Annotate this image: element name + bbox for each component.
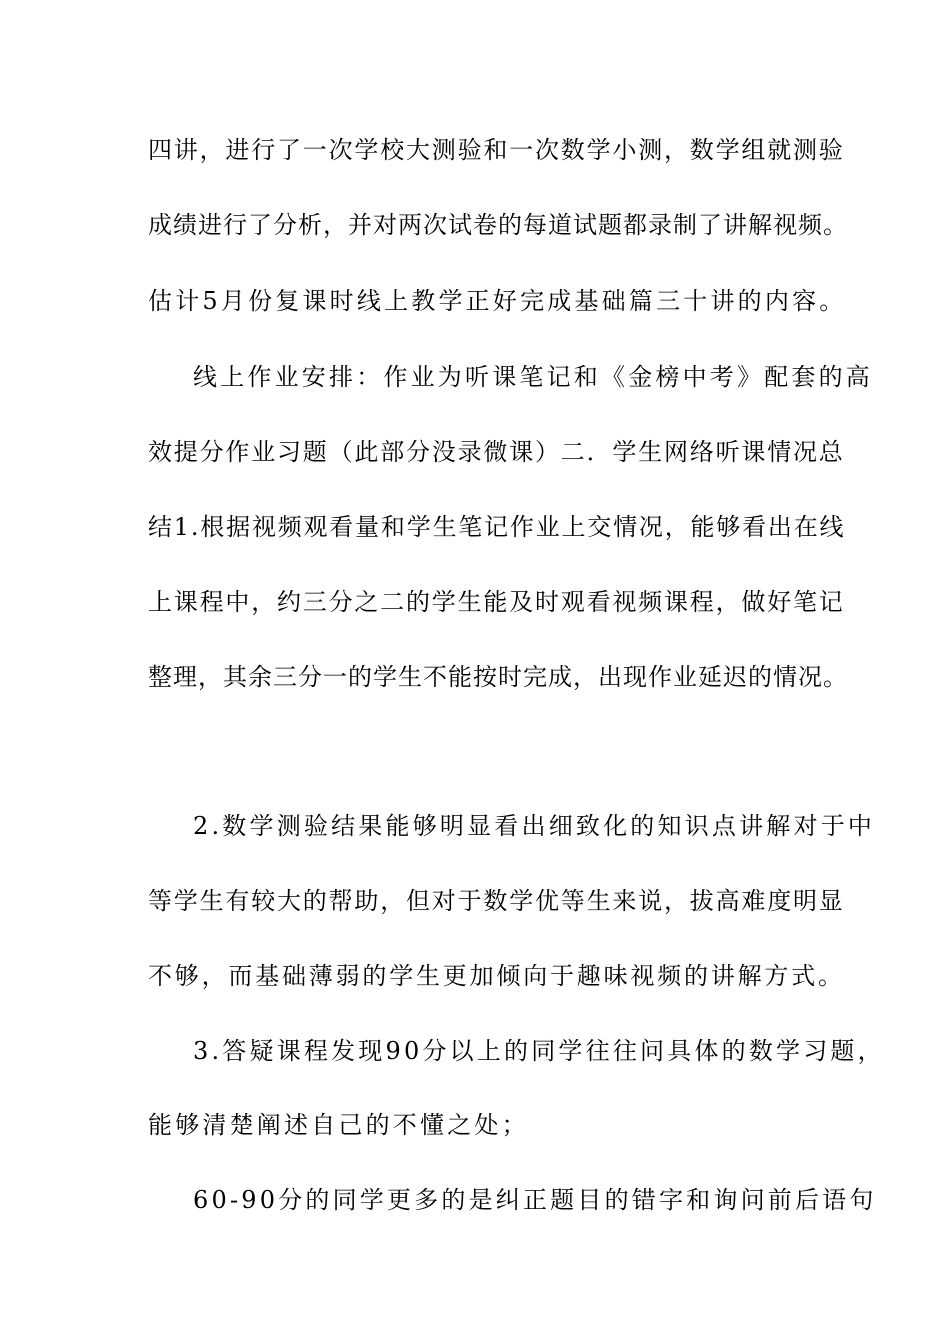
text-line: 四讲，进行了一次学校大测验和一次数学小测，数学组就测验	[148, 136, 845, 164]
text-line: 效提分作业习题（此部分没录微课）二．学生网络听课情况总	[148, 438, 845, 466]
paragraph-first-line: 2.数学测验结果能够明显看出细致化的知识点讲解对于中	[193, 812, 876, 840]
paragraph-first-line: 60-90分的同学更多的是纠正题目的错字和询问前后语句	[193, 1186, 877, 1214]
text-line: 等学生有较大的帮助，但对于数学优等生来说，拔高难度明显	[148, 887, 845, 915]
text-line: 上课程中，约三分之二的学生能及时观看视频课程，做好笔记	[148, 588, 845, 616]
paragraph-first-line: 3.答疑课程发现90分以上的同学往往问具体的数学习题，	[193, 1037, 885, 1065]
paragraph-first-line: 线上作业安排：作业为听课笔记和《金榜中考》配套的高	[193, 363, 873, 391]
text-line: 不够，而基础薄弱的学生更加倾向于趣味视频的讲解方式。	[148, 962, 845, 990]
text-line: 整理，其余三分一的学生不能按时完成，出现作业延迟的情况。	[148, 663, 848, 691]
text-line: 成绩进行了分析，并对两次试卷的每道试题都录制了讲解视频。	[148, 211, 848, 239]
text-line: 估计5月份复课时线上教学正好完成基础篇三十讲的内容。	[148, 287, 847, 315]
text-line: 能够清楚阐述自己的不懂之处；	[148, 1111, 529, 1139]
text-line: 结1.根据视频观看量和学生笔记作业上交情况，能够看出在线	[148, 513, 846, 541]
